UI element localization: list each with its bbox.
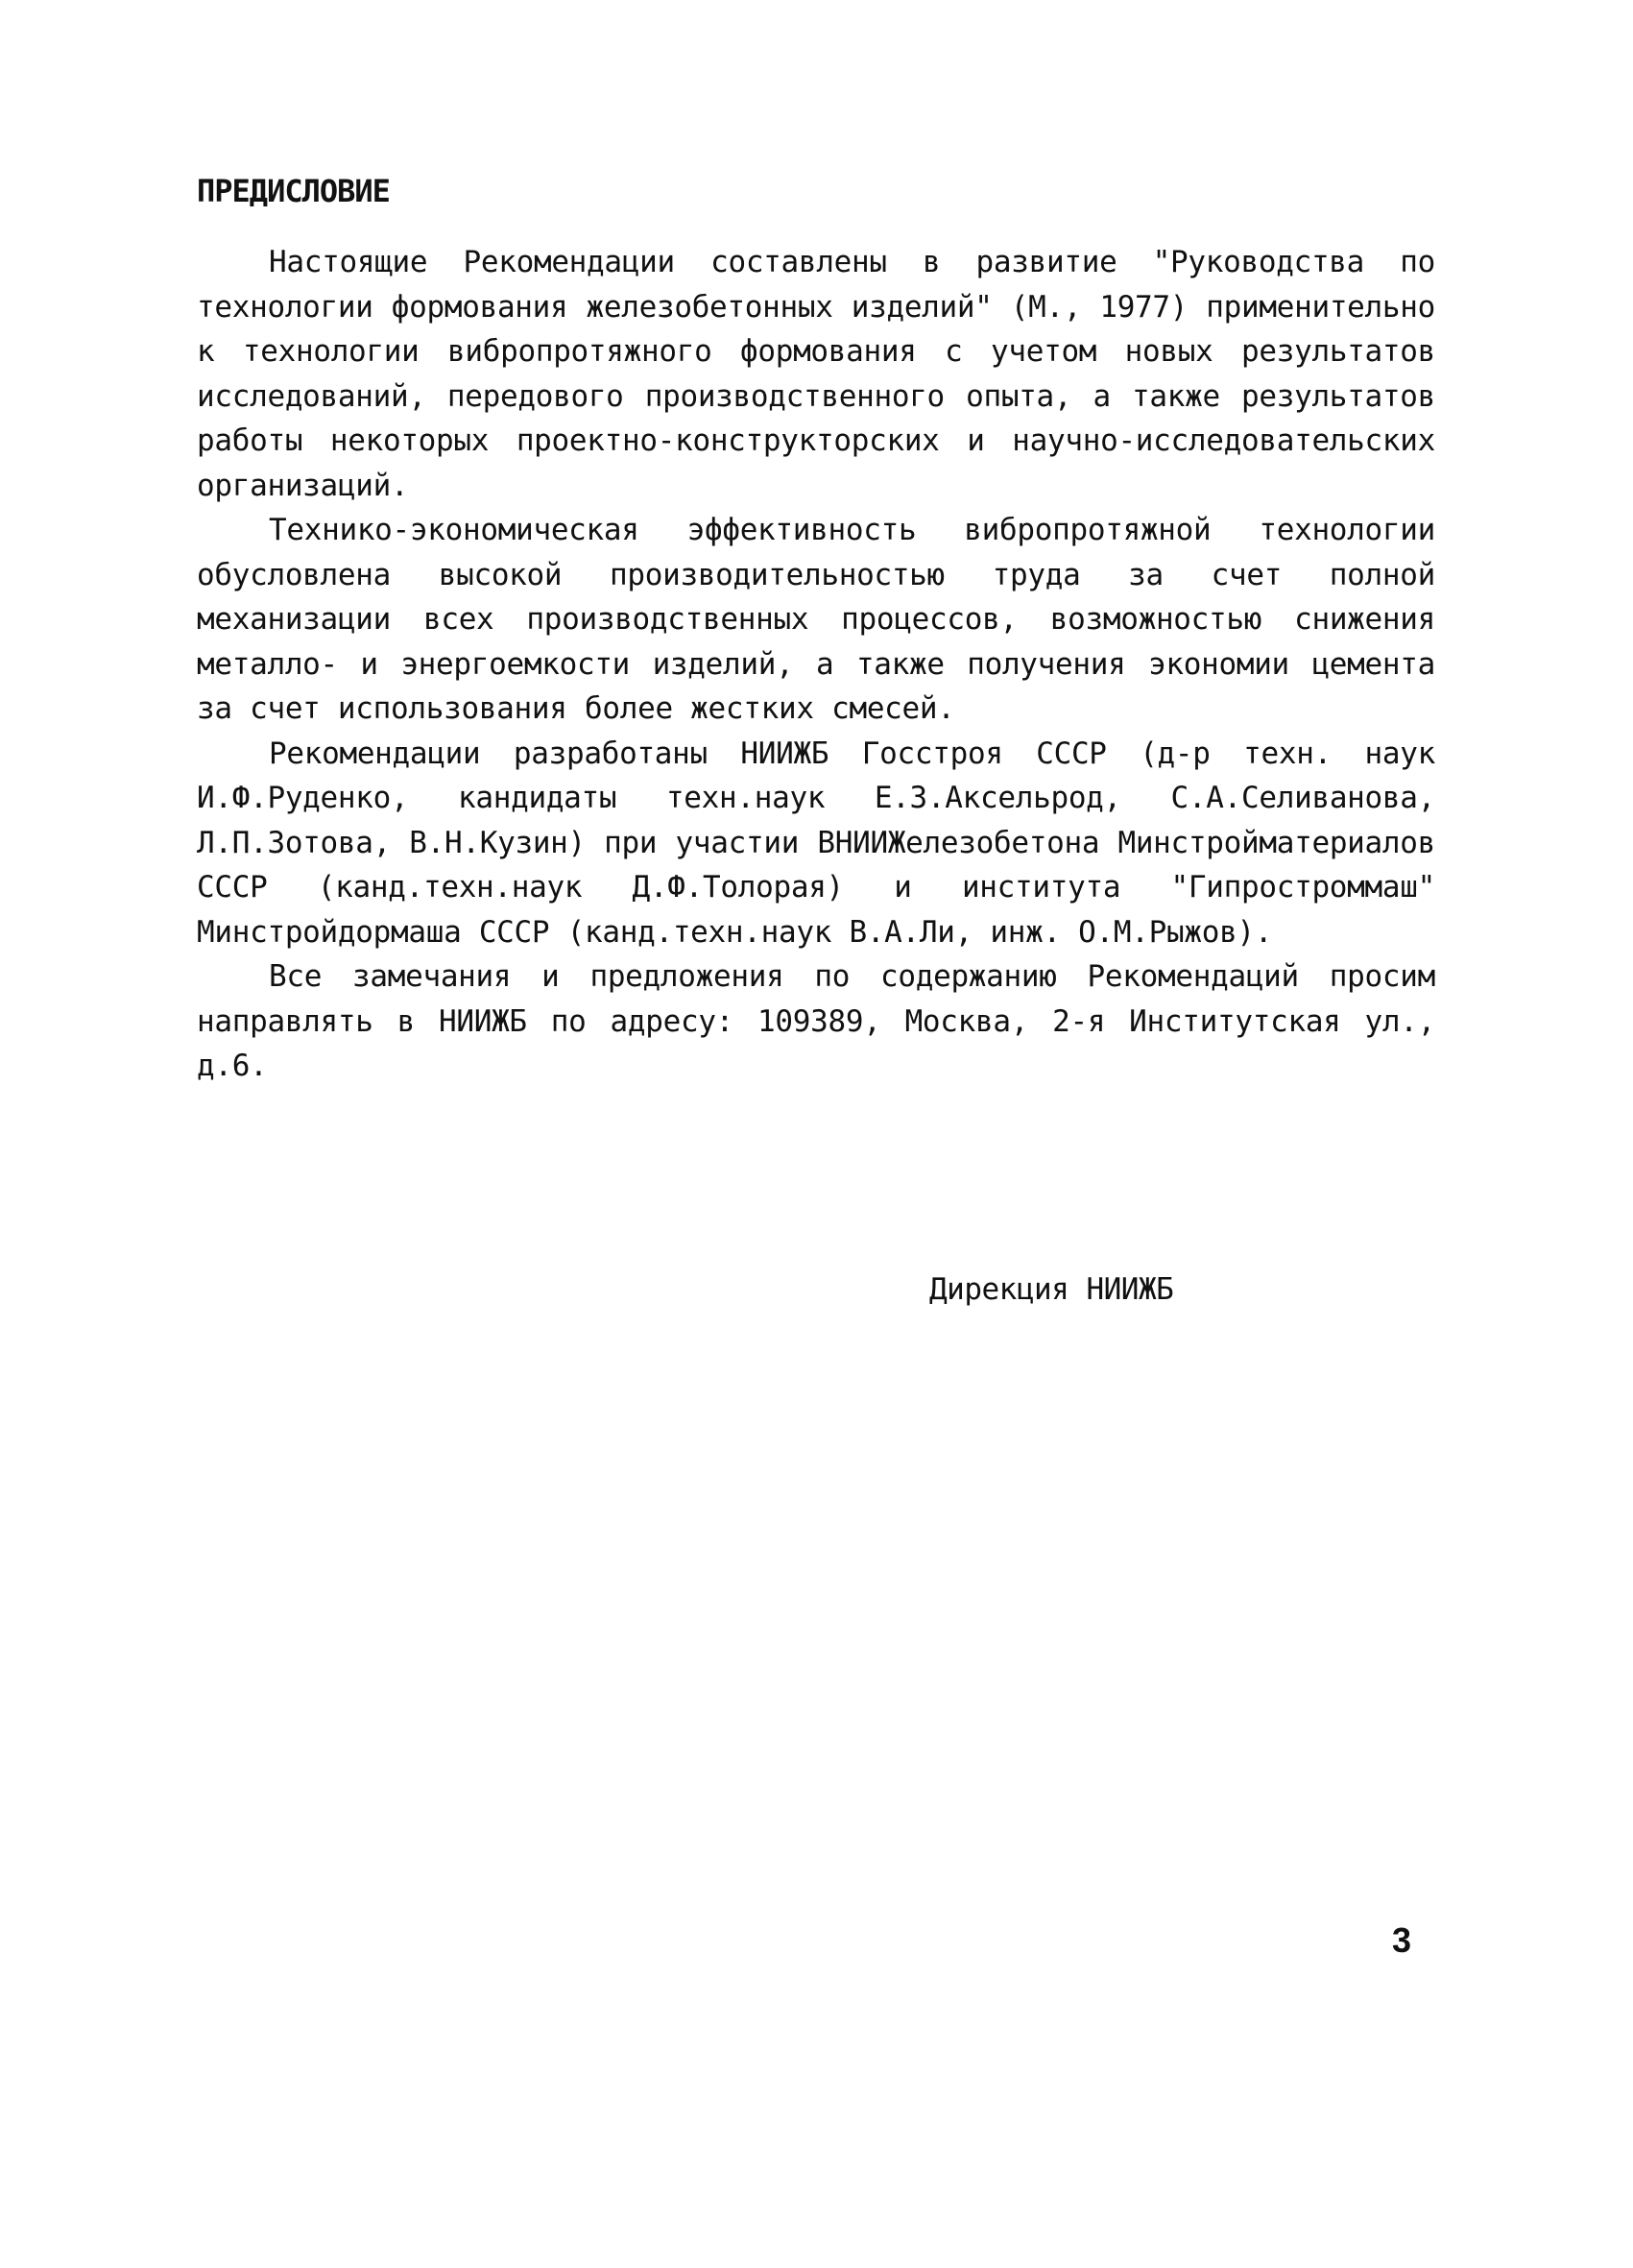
paragraph-efficiency: Технико-экономическая эффективность вибропротяжной технологии обусловлена высокой производительностью труда за счет полной механизации всех производственных процессов, возможностью снижения металло- и энергоемкости изделий, а также получения экономии цемента за счет использования более жестких смесей. [197, 513, 1435, 726]
paragraph-purpose: Настоящие Рекомендации составлены в развитие "Руководства по технологии формования железобетонных изделий" (М., 1977) применительно к технологии вибропротяжного формования с учетом новых результатов исследований, передового производственного опыта, а также результатов работы некоторых проектно-конструкторских и научно-исследовательских организаций. [197, 245, 1435, 503]
paragraph-authors: Рекомендации разработаны НИИЖБ Госстроя СССР (д-р техн. наук И.Ф.Руденко, кандидаты техн.наук Е.З.Аксельрод, С.А.Селиванова, Л.П.Зотова, В.Н.Кузин) при участии ВНИИЖелезобетона Минстройматериалов СССР (канд.техн.наук Д.Ф.Толорая) и института "Гипростроммаш" Минстройдормаша СССР (канд.техн.наук В.А.Ли, инж. О.М.Рыжов). [197, 736, 1435, 950]
signature: Дирекция НИИЖБ [929, 1272, 1174, 1307]
page-number: 3 [1392, 1920, 1412, 1960]
preface-body [197, 240, 1435, 1089]
paragraph-contact: Все замечания и предложения по содержанию Рекомендаций просим направлять в НИИЖБ по адресу: 109389, Москва, 2-я Институтская ул., д.6. [197, 959, 1435, 1083]
page-title: ПРЕДИСЛОВИЕ [197, 173, 390, 209]
